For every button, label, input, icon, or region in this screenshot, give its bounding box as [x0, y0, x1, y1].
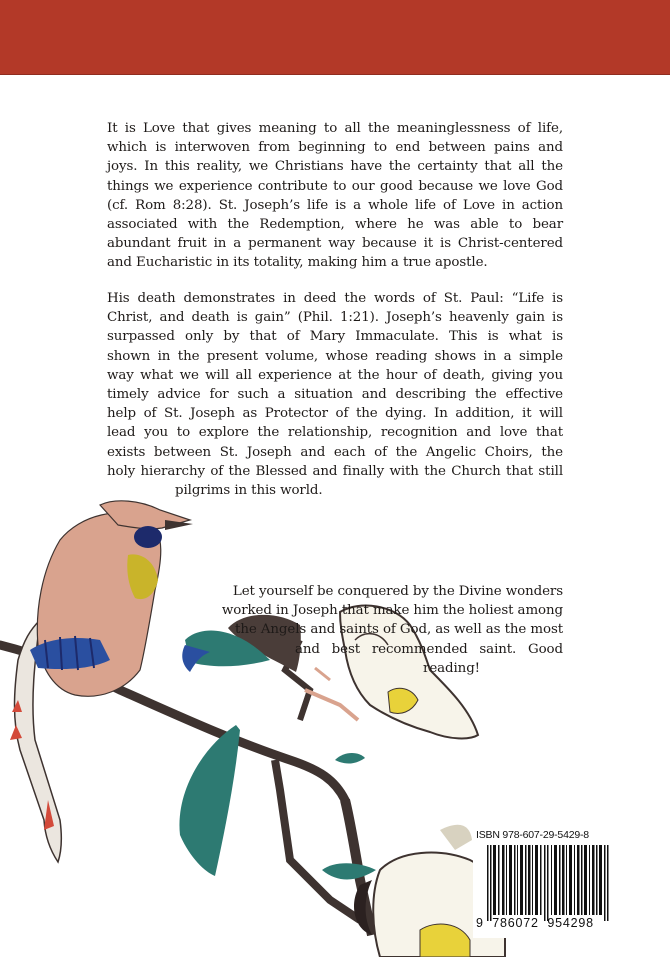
paragraph-line: which is interwoven from beginning to end between pains and: [107, 140, 563, 156]
paragraph-line: shown in the present volume, whose reading shows in a simple: [107, 348, 563, 364]
paragraph-line: the Angels and saints of God, as well as the most: [235, 622, 563, 638]
paragraph-line: way what we will all experience at the hour of death, giving you: [107, 367, 563, 383]
paragraph-line: joys. In this reality, we Christians have the certainty that all the: [107, 159, 563, 175]
bird-figure: [10, 501, 193, 862]
paragraph-line: lead you to explore the relationship, recognition and love that: [107, 425, 563, 441]
paragraph-line: and best recommended saint. Good: [295, 641, 563, 657]
paragraph-line: It is Love that gives meaning to all the meaninglessness of life,: [107, 121, 563, 136]
paragraph-1: [107, 119, 563, 273]
paragraph-line: timely advice for such a situation and describing the effective: [107, 387, 563, 403]
paragraph-3: [190, 582, 563, 678]
isbn-label: ISBN 978-607-29-5429-8: [476, 829, 589, 841]
paragraph-line: worked in Joseph that make him the holiest among: [221, 603, 563, 619]
paragraph-line: associated with the Redemption, where he was able to bear: [107, 217, 563, 233]
paragraph-line: His death demonstrates in deed the words of St. Paul: “Life is: [107, 291, 563, 306]
paragraph-line: things we experience contribute to our good because we love God: [107, 178, 563, 194]
paragraph-line: and Eucharistic in its totality, making him a true apostle.: [107, 255, 488, 271]
barcode-digits: 9 786072 954298: [476, 916, 594, 930]
paragraph-line: holy hierarchy of the Blessed and finally with the Church that still: [107, 463, 563, 479]
paragraph-line: (cf. Rom 8:28). St. Joseph’s life is a whole life of Love in action: [107, 197, 563, 213]
paragraph-line: pilgrims in this world.: [175, 483, 323, 499]
paragraph-line: Let yourself be conquered by the Divine wonders: [232, 584, 563, 599]
barcode-icon: [487, 845, 609, 921]
paragraph-2: [107, 289, 563, 500]
paragraph-line: exists between St. Joseph and each of the Angelic Choirs, the: [107, 444, 563, 460]
paragraph-line: Christ, and death is gain” (Phil. 1:21). Joseph’s heavenly gain is: [107, 310, 563, 326]
paragraph-line: abundant fruit in a permanent way because it is Christ-centered: [107, 236, 563, 252]
paragraph-line: surpassed only by that of Mary Immaculate. This is what is: [107, 329, 563, 345]
paragraph-line: reading!: [423, 660, 480, 676]
paragraph-line: help of St. Joseph as Protector of the dying. In addition, it will: [107, 406, 563, 422]
